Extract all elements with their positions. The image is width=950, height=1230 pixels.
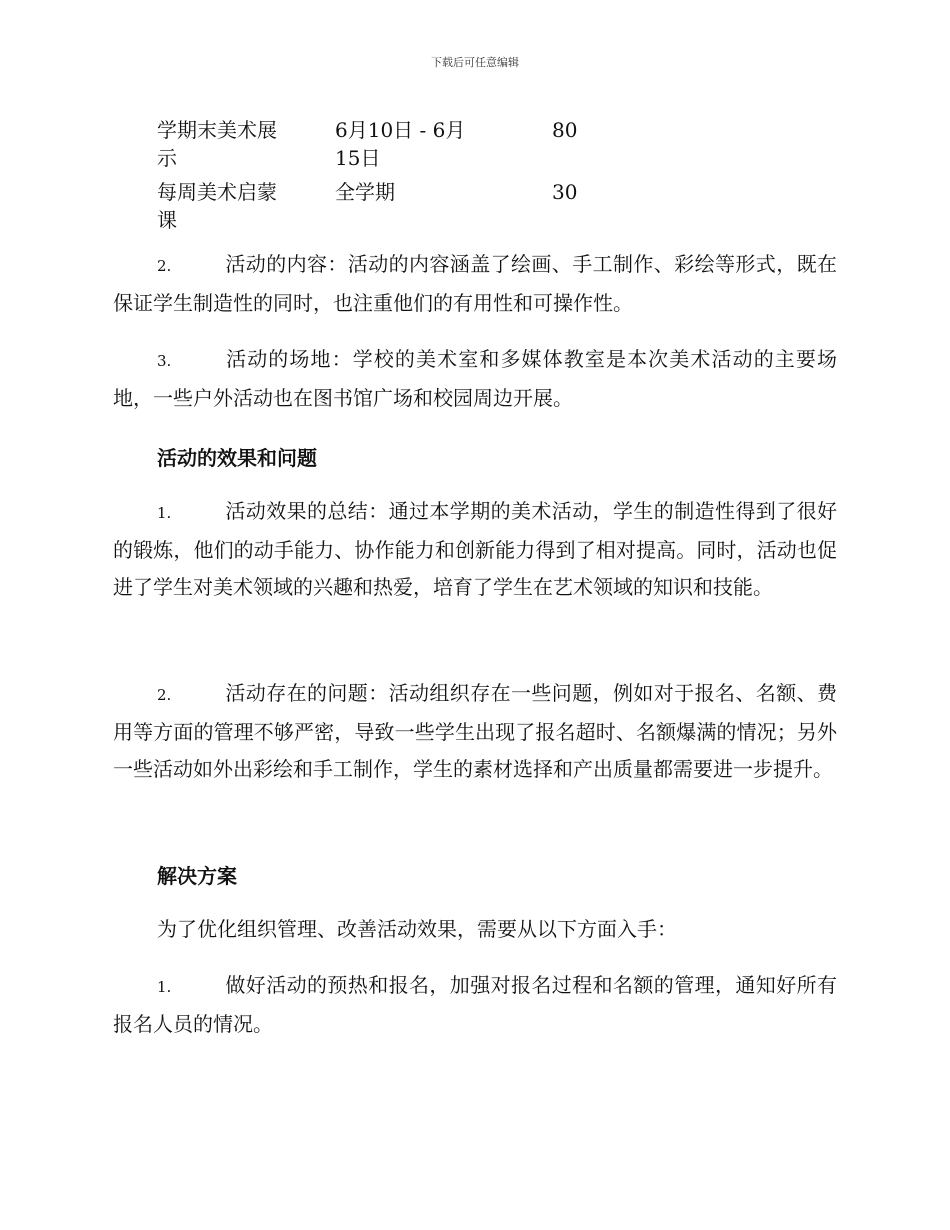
list-item-number: 1. xyxy=(157,978,172,996)
list-item-number: 1. xyxy=(157,504,172,522)
activity-count-cell: 80 xyxy=(552,118,578,142)
activity-date-cell: 全学期 xyxy=(335,180,395,204)
list-item-number: 2. xyxy=(157,257,172,275)
section-heading: 解决方案 xyxy=(157,864,237,888)
list-item-text: 活动的场地：学校的美术室和多媒体教室是本次美术活动的主要场地，一些户外活动也在图书馆广场和校园周边开展。 xyxy=(113,347,837,410)
section-heading: 活动的效果和问题 xyxy=(157,446,317,470)
activity-count-cell: 30 xyxy=(552,180,578,204)
activity-name-cell: 每周美术启蒙课 xyxy=(157,180,277,232)
list-item-text: 做好活动的预热和报名，加强对报名过程和名额的管理，通知好所有报名人员的情况。 xyxy=(113,973,837,1036)
list-item-number: 3. xyxy=(157,352,172,370)
activity-name-cell: 学期末美术展示 xyxy=(157,118,277,170)
activity-date-cell: 6月10日 - 6月15日 xyxy=(335,118,466,170)
page-header: 下载后可任意编辑 xyxy=(431,56,519,69)
list-item-text: 活动的内容：活动的内容涵盖了绘画、手工制作、彩绘等形式，既在保证学生制造性的同时，也注重他们的有用性和可操作性。 xyxy=(113,252,837,315)
list-item xyxy=(113,341,837,417)
intro-text: 为了优化组织管理、改善活动效果，需要从以下方面入手： xyxy=(157,917,677,941)
list-item xyxy=(113,493,837,606)
list-item xyxy=(113,675,837,788)
list-item xyxy=(113,246,837,322)
list-item-number: 2. xyxy=(157,686,172,704)
list-item-text: 活动效果的总结：通过本学期的美术活动，学生的制造性得到了很好的锻炼，他们的动手能力、协作能力和创新能力得到了相对提高。同时，活动也促进了学生对美术领域的兴趣和热爱，培育了学生在艺术领域的知识和技能。 xyxy=(113,499,837,599)
list-item xyxy=(113,967,837,1043)
list-item-text: 活动存在的问题：活动组织存在一些问题，例如对于报名、名额、费用等方面的管理不够严密，导致一些学生出现了报名超时、名额爆满的情况；另外一些活动如外出彩绘和手工制作，学生的素材选择和产出质量都需要进一步提升。 xyxy=(113,681,837,781)
